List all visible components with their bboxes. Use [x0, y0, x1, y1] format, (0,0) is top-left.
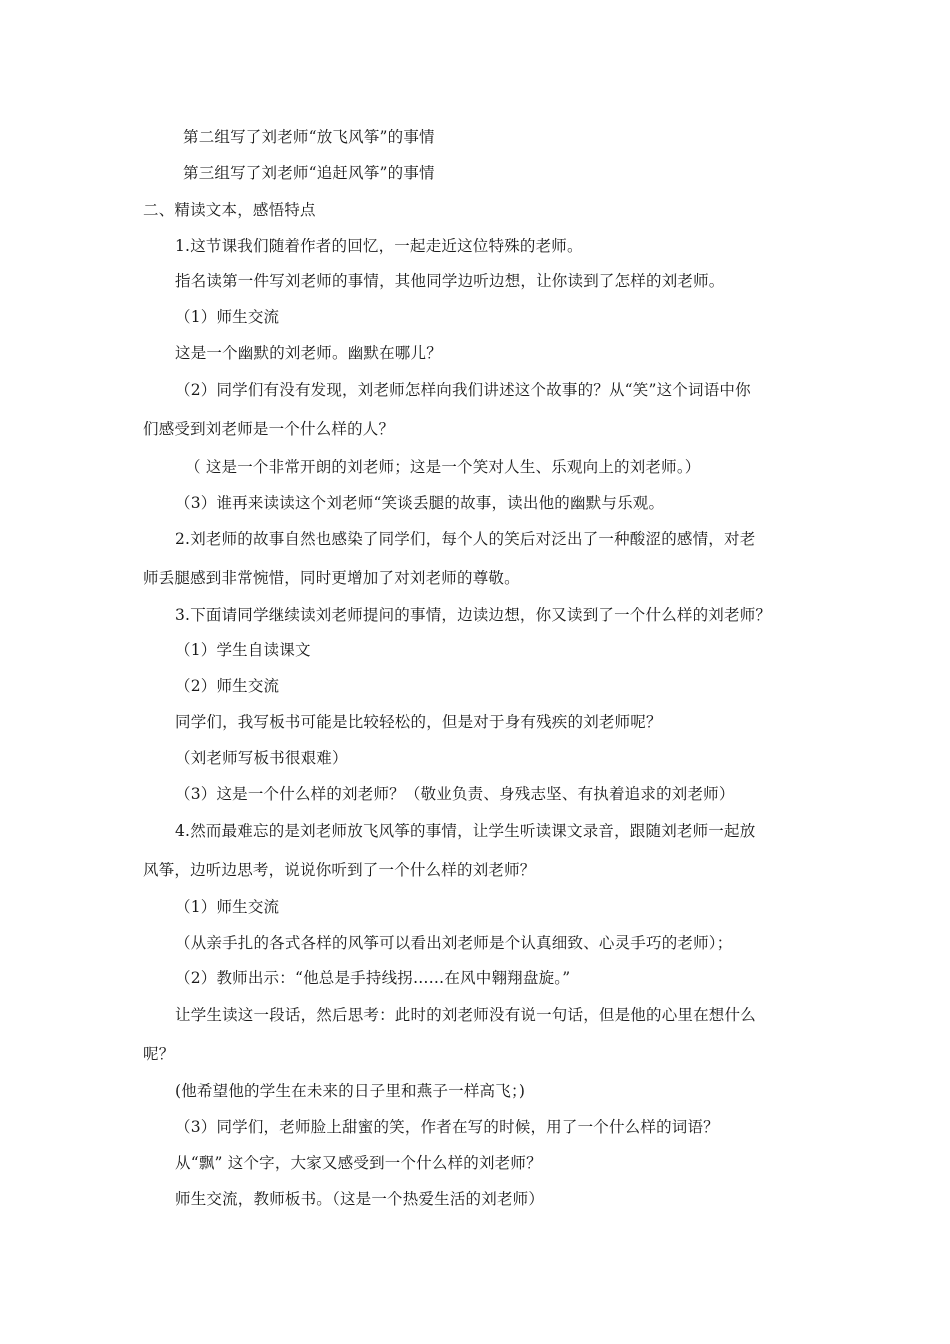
text-line: （从亲手扎的各式各样的风筝可以看出刘老师是个认真细致、心灵手巧的老师）； — [175, 934, 733, 952]
text-line: （ 这是一个非常开朗的刘老师；这是一个笑对人生、乐观向上的刘老师。） — [185, 458, 701, 476]
text-line: 指名读第一件写刘老师的事情，其他同学边听边想，让你读到了怎样的刘老师。 — [175, 272, 725, 290]
text-line: 3.下面请同学继续读刘老师提问的事情，边读边想，你又读到了一个什么样的刘老师？ — [175, 606, 772, 624]
text-line: 2.刘老师的故事自然也感染了同学们，每个人的笑后对泛出了一种酸涩的感情，对老 — [175, 530, 756, 548]
text-line: 第三组写了刘老师“追赶风筝”的事情 — [183, 164, 435, 182]
text-line: 这是一个幽默的刘老师。幽默在哪儿？ — [175, 344, 442, 362]
text-line: 师生交流，教师板书。（这是一个热爱生活的刘老师） — [175, 1190, 545, 1208]
text-line: （刘老师写板书很艰难） — [175, 749, 348, 767]
text-line: 师丢腿感到非常惋惜，同时更增加了对刘老师的尊敬。 — [143, 569, 520, 587]
section-heading: 二、精读文本，感悟特点 — [143, 201, 316, 219]
text-line: 第二组写了刘老师“放飞风筝”的事情 — [183, 128, 435, 146]
text-line: 们感受到刘老师是一个什么样的人？ — [143, 420, 395, 438]
text-line: （3）谁再来读读这个刘老师“笑谈丢腿的故事，读出他的幽默与乐观。 — [175, 494, 665, 512]
text-line: 呢？ — [143, 1045, 175, 1063]
text-line: 从“飘” 这个字，大家又感受到一个什么样的刘老师？ — [175, 1154, 542, 1172]
text-line: （1）学生自读课文 — [175, 641, 311, 659]
text-line: （1）师生交流 — [175, 898, 280, 916]
text-line: 4.然而最难忘的是刘老师放飞风筝的事情，让学生听读课文录音，跟随刘老师一起放 — [175, 822, 756, 840]
text-line: 风筝，边听边思考，说说你听到了一个什么样的刘老师？ — [143, 861, 536, 879]
text-line: （3）这是一个什么样的刘老师？（敬业负责、身残志坚、有执着追求的刘老师） — [175, 785, 735, 803]
text-line: 同学们，我写板书可能是比较轻松的，但是对于身有残疾的刘老师呢？ — [175, 713, 662, 731]
text-line: （2）同学们有没有发现，刘老师怎样向我们讲述这个故事的？从“笑”这个词语中你 — [175, 381, 751, 399]
text-line: （2）师生交流 — [175, 677, 280, 695]
text-line: (他希望他的学生在未来的日子里和燕子一样高飞；) — [175, 1082, 526, 1100]
text-line: 1.这节课我们随着作者的回忆，一起走近这位特殊的老师。 — [175, 237, 583, 255]
text-line: 让学生读这一段话，然后思考：此时的刘老师没有说一句话，但是他的心里在想什么 — [175, 1006, 756, 1024]
text-line: （3）同学们，老师脸上甜蜜的笑，作者在写的时候，用了一个什么样的词语？ — [175, 1118, 719, 1136]
text-line: （2）教师出示：“他总是手持线拐……在风中翱翔盘旋。” — [175, 969, 571, 987]
text-line: （1）师生交流 — [175, 308, 280, 326]
